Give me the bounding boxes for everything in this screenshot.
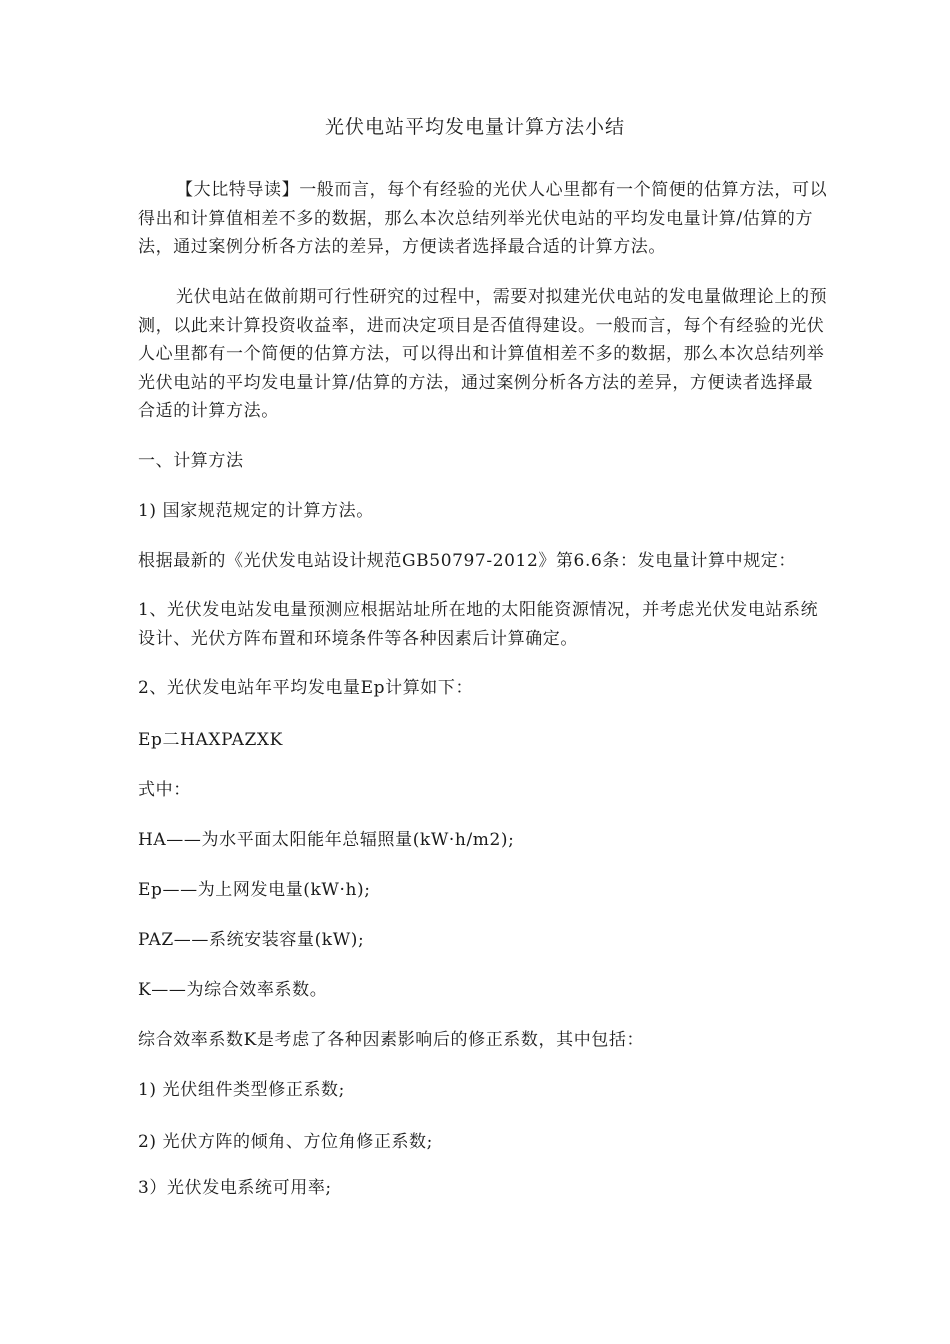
intro-paragraph: 【大比特导读】一般而言，每个有经验的光伏人心里都有一个简便的估算方法，可以得出和计算值相差不多的数据，那么本次总结列举光伏电站的平均发电量计算/估算的方法，通过案例分析各方法的差异，方便读者选择最合适的计算方法。 (138, 180, 828, 257)
formula: Ep二HAXPAZXK (138, 730, 283, 750)
body-paragraph: 光伏电站在做前期可行性研究的过程中，需要对拟建光伏电站的发电量做理论上的预测，以此来计算投资收益率，进而决定项目是否值得建设。一般而言，每个有经验的光伏人心里都有一个简便的估算方法，可以得出和计算值相差不多的数据，那么本次总结列举光伏电站的平均发电量计算/估算的方法，通过案例分析各方法的差异，方便读者选择最合适的计算方法。 (138, 287, 828, 421)
rule-item: 2、光伏发电站年平均发电量Ep计算如下： (138, 678, 474, 698)
k-description: 综合效率系数K是考虑了各种因素影响后的修正系数，其中包括： (138, 1030, 645, 1050)
section-heading: 一、计算方法 (138, 451, 244, 471)
spec-reference: 根据最新的《光伏发电站设计规范GB50797-2012》第6.6条：发电量计算中规定： (138, 551, 796, 571)
where-label: 式中： (138, 780, 191, 800)
definition-paz: PAZ——系统安装容量(kW); (138, 930, 365, 950)
definition-k: K——为综合效率系数。 (138, 980, 328, 1000)
document-title: 光伏电站平均发电量计算方法小结 (324, 116, 625, 138)
factor-item: 2) 光伏方阵的倾角、方位角修正系数; (138, 1132, 433, 1152)
definition-ep: Ep——为上网发电量(kW·h); (138, 880, 371, 900)
method-item: 1) 国家规范规定的计算方法。 (138, 501, 374, 521)
definition-ha: HA——为水平面太阳能年总辐照量(kW·h/m2); (138, 830, 515, 850)
factor-item: 1) 光伏组件类型修正系数; (138, 1080, 345, 1100)
factor-item: 3）光伏发电系统可用率; (138, 1178, 332, 1198)
rule-item: 1、光伏发电站发电量预测应根据站址所在地的太阳能资源情况，并考虑光伏发电站系统设计、光伏方阵布置和环境条件等各种因素后计算确定。 (138, 600, 819, 649)
